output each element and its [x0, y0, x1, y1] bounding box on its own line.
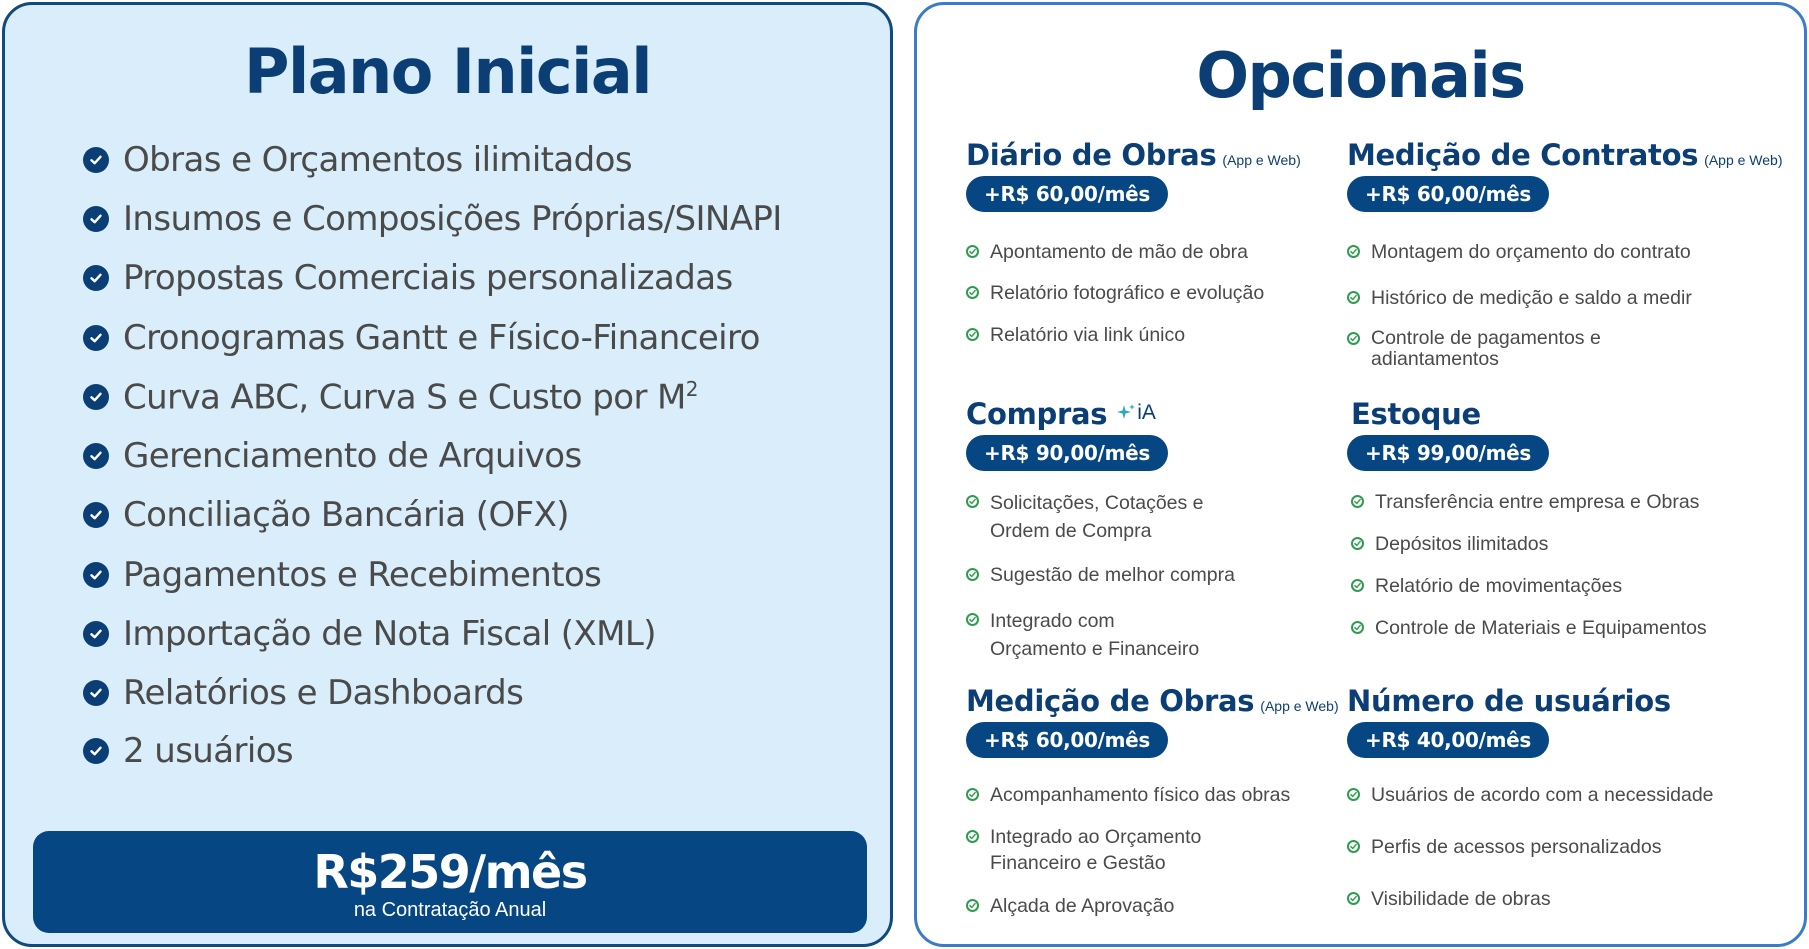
plano-feature-label: Importação de Nota Fiscal (XML)	[123, 614, 656, 654]
check-circle-icon	[966, 495, 979, 508]
option-label: Integrado com Orçamento e Financeiro	[990, 610, 1200, 660]
price-pill: +R$ 60,00/mês	[966, 176, 1168, 212]
option-label: Sugestão de melhor compra	[990, 564, 1235, 586]
section-medicao-de-obras	[966, 684, 1339, 758]
option-label: Acompanhamento físico das obras	[990, 784, 1291, 806]
section-numero-de-usuarios	[1347, 684, 1671, 758]
option-label: Controle de pagamentos e adiantamentos	[1371, 327, 1601, 370]
check-circle-icon	[966, 568, 979, 581]
check-circle-icon	[966, 328, 979, 341]
plano-feature-label: Conciliação Bancária (OFX)	[123, 495, 569, 535]
section-title: Número de usuários	[1347, 684, 1671, 718]
option-item	[1347, 834, 1662, 860]
plano-price-note: na Contratação Anual	[353, 899, 547, 921]
option-item	[966, 893, 1174, 919]
check-circle-icon	[1351, 537, 1364, 550]
section-title: Medição de Obras	[966, 684, 1255, 718]
option-item	[1347, 239, 1691, 265]
check-circle-icon	[83, 738, 109, 764]
opcionais-card	[914, 2, 1807, 947]
ia-badge	[1115, 401, 1156, 425]
plano-feature-label	[123, 377, 698, 417]
plano-feature	[83, 614, 656, 654]
plano-feature-label: 2 usuários	[123, 731, 294, 771]
option-label: Relatório via link único	[990, 324, 1186, 346]
option-label: Apontamento de mão de obra	[990, 241, 1249, 263]
price-pill: +R$ 60,00/mês	[966, 722, 1168, 758]
option-item	[1347, 285, 1692, 311]
option-item	[966, 824, 1226, 876]
option-item	[966, 489, 1206, 545]
plano-feature-text: Curva ABC, Curva S e Custo por M	[123, 377, 686, 418]
section-title: Diário de Obras	[966, 138, 1217, 172]
option-item	[1347, 886, 1551, 912]
option-label: Alçada de Aprovação	[990, 895, 1175, 917]
option-item	[966, 782, 1290, 808]
plano-feature	[83, 731, 293, 771]
check-circle-icon	[1347, 332, 1360, 345]
check-circle-icon	[1347, 245, 1360, 258]
section-note: (App e Web)	[1704, 152, 1783, 168]
check-circle-icon	[83, 265, 109, 291]
plano-title: Plano Inicial	[244, 35, 651, 108]
plano-feature	[83, 495, 569, 535]
price-pill: +R$ 99,00/mês	[1347, 435, 1549, 471]
check-circle-icon	[966, 788, 979, 801]
section-medicao-de-contratos	[1347, 138, 1783, 212]
option-label: Relatório fotográfico e evolução	[990, 282, 1265, 304]
option-label: Controle de Materiais e Equipamentos	[1375, 617, 1707, 639]
section-title: Medição de Contratos	[1347, 138, 1699, 172]
plano-feature-label: Propostas Comerciais personalizadas	[123, 258, 733, 298]
option-item	[966, 322, 1185, 348]
option-item	[966, 562, 1235, 588]
option-item	[1347, 782, 1714, 808]
price-pill: +R$ 40,00/mês	[1347, 722, 1549, 758]
sparkle-icon	[1115, 402, 1137, 424]
check-circle-icon	[1351, 621, 1364, 634]
check-circle-icon	[83, 680, 109, 706]
option-label: Depósitos ilimitados	[1375, 533, 1549, 555]
plano-feature-label: Pagamentos e Recebimentos	[123, 555, 602, 595]
section-note: (App e Web)	[1260, 698, 1339, 714]
plano-feature	[83, 318, 760, 358]
plano-feature-label: Gerenciamento de Arquivos	[123, 436, 582, 476]
section-compras	[966, 397, 1168, 471]
plano-feature-label: Relatórios e Dashboards	[123, 673, 524, 713]
option-item	[966, 239, 1248, 265]
check-circle-icon	[1347, 840, 1360, 853]
option-label: Perfis de acessos personalizados	[1371, 836, 1662, 858]
plano-inicial-card	[2, 2, 893, 947]
plano-feature-label: Cronogramas Gantt e Físico-Financeiro	[123, 318, 760, 358]
check-circle-icon	[1347, 788, 1360, 801]
section-diario-de-obras	[966, 138, 1301, 212]
superscript: 2	[685, 376, 698, 401]
section-estoque	[1351, 397, 1549, 471]
option-item	[966, 607, 1216, 663]
check-circle-icon	[966, 286, 979, 299]
check-circle-icon	[83, 502, 109, 528]
option-item	[966, 280, 1264, 306]
option-label: Histórico de medição e saldo a medir	[1371, 287, 1692, 309]
section-title: Compras	[966, 397, 1108, 431]
plano-feature-label: Obras e Orçamentos ilimitados	[123, 140, 632, 180]
check-circle-icon	[1351, 579, 1364, 592]
opcionais-title: Opcionais	[1196, 39, 1525, 112]
option-item	[1351, 489, 1699, 515]
option-item	[1351, 531, 1548, 557]
plano-price: R$259/mês	[313, 845, 587, 899]
check-circle-icon	[966, 613, 979, 626]
check-circle-icon	[83, 621, 109, 647]
option-label: Usuários de acordo com a necessidade	[1371, 784, 1714, 806]
plano-feature	[83, 258, 733, 298]
check-circle-icon	[83, 443, 109, 469]
section-note: (App e Web)	[1222, 152, 1301, 168]
plano-price-banner	[33, 831, 867, 933]
check-circle-icon	[83, 147, 109, 173]
price-pill: +R$ 60,00/mês	[1347, 176, 1549, 212]
plano-feature	[83, 436, 582, 476]
price-pill: +R$ 90,00/mês	[966, 435, 1168, 471]
option-label: Transferência entre empresa e Obras	[1375, 491, 1700, 513]
check-circle-icon	[966, 899, 979, 912]
check-circle-icon	[1351, 495, 1364, 508]
option-item	[1351, 573, 1622, 599]
option-label: Solicitações, Cotações e Ordem de Compra	[990, 492, 1204, 542]
option-item	[1351, 615, 1707, 641]
plano-feature	[83, 377, 698, 417]
check-circle-icon	[966, 245, 979, 258]
check-circle-icon	[83, 206, 109, 232]
check-circle-icon	[1347, 892, 1360, 905]
check-circle-icon	[83, 384, 109, 410]
option-label: Montagem do orçamento do contrato	[1371, 241, 1691, 263]
plano-feature	[83, 140, 632, 180]
check-circle-icon	[1347, 291, 1360, 304]
option-label: Visibilidade de obras	[1371, 888, 1551, 910]
plano-feature	[83, 199, 782, 239]
ia-label: iA	[1137, 401, 1156, 424]
plano-feature	[83, 673, 523, 713]
check-circle-icon	[966, 830, 979, 843]
section-title: Estoque	[1351, 397, 1481, 431]
option-item	[1347, 328, 1637, 370]
option-label: Integrado ao Orçamento Financeiro e Gestão	[990, 826, 1202, 874]
check-circle-icon	[83, 325, 109, 351]
check-circle-icon	[83, 562, 109, 588]
plano-feature-label: Insumos e Composições Próprias/SINAPI	[123, 199, 782, 239]
plano-feature	[83, 555, 601, 595]
option-label: Relatório de movimentações	[1375, 575, 1623, 597]
